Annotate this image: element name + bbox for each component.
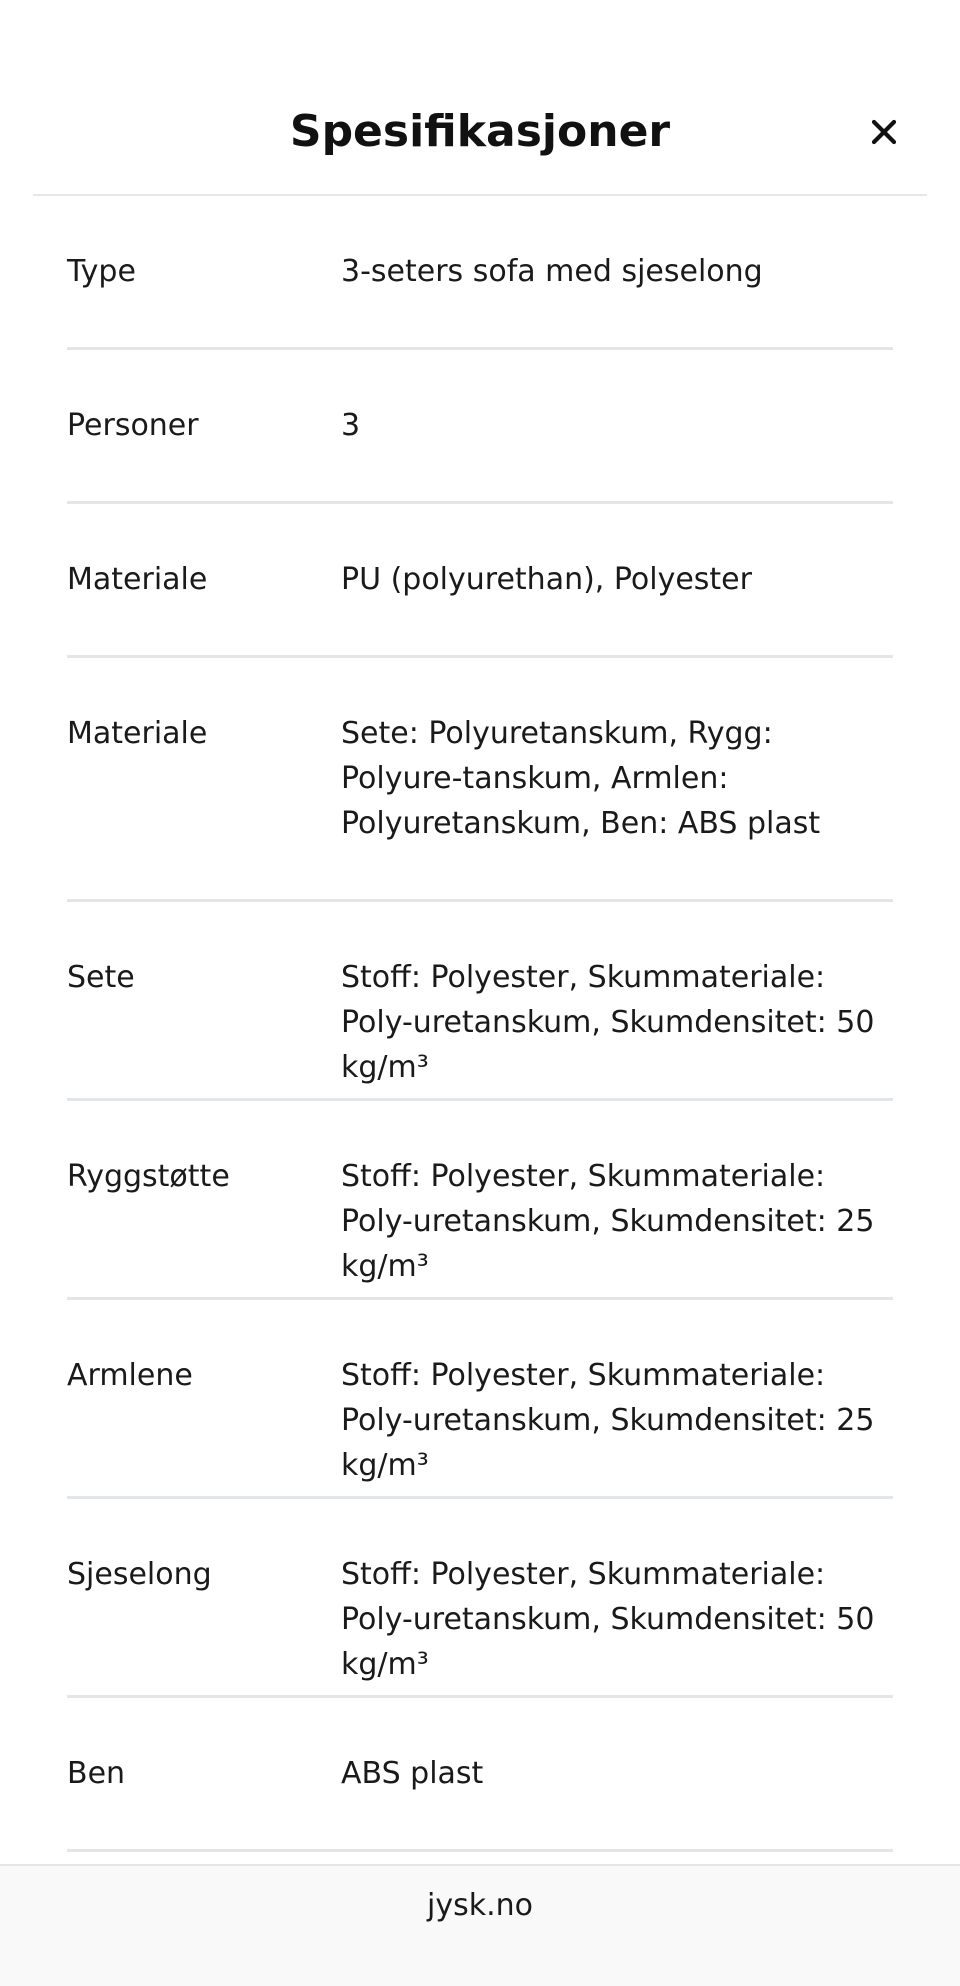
spec-row-material-details — [67, 658, 893, 902]
spec-row-persons — [67, 350, 893, 504]
spec-label: Personer — [67, 408, 199, 443]
spec-row-armrests — [67, 1300, 893, 1499]
spec-row-seat — [67, 902, 893, 1101]
url-text[interactable]: jysk.no — [427, 1888, 533, 1923]
spec-label: Materiale — [67, 562, 208, 597]
spec-value: 3-seters sofa med sjeselong — [341, 254, 763, 289]
modal-header — [0, 0, 960, 196]
spec-label: Sjeselong — [67, 1557, 212, 1592]
spec-row-material — [67, 504, 893, 658]
spec-value: Stoff: Polyester, Skummateriale: Poly-uretanskum, Skumdensitet: 25 kg/m³ — [341, 1159, 875, 1284]
close-icon — [871, 119, 897, 145]
spec-row-backrest — [67, 1101, 893, 1300]
spec-label: Sete — [67, 960, 135, 995]
spec-label: Ben — [67, 1756, 126, 1791]
spec-list — [67, 196, 893, 1852]
spec-value: Sete: Polyuretanskum, Rygg: Polyure-tanskum, Armlen: Polyuretanskum, Ben: ABS plast — [341, 716, 821, 841]
spec-label: Armlene — [67, 1358, 193, 1393]
close-button[interactable] — [864, 112, 904, 152]
spec-value: Stoff: Polyester, Skummateriale: Poly-uretanskum, Skumdensitet: 50 kg/m³ — [341, 1557, 875, 1682]
spec-value: 3 — [341, 408, 361, 443]
spec-label: Type — [67, 254, 136, 289]
spec-row-type — [67, 196, 893, 350]
spec-label: Materiale — [67, 716, 208, 751]
spec-row-legs — [67, 1698, 893, 1852]
spec-row-chaise — [67, 1499, 893, 1698]
page-title: Spesifikasjoner — [289, 106, 671, 157]
spec-value: PU (polyurethan), Polyester — [341, 562, 752, 597]
spec-value: Stoff: Polyester, Skummateriale: Poly-uretanskum, Skumdensitet: 50 kg/m³ — [341, 960, 875, 1085]
spec-label: Ryggstøtte — [67, 1159, 230, 1194]
spec-value: ABS plast — [341, 1756, 484, 1791]
browser-url-bar — [0, 1864, 960, 1986]
spec-value: Stoff: Polyester, Skummateriale: Poly-uretanskum, Skumdensitet: 25 kg/m³ — [341, 1358, 875, 1483]
